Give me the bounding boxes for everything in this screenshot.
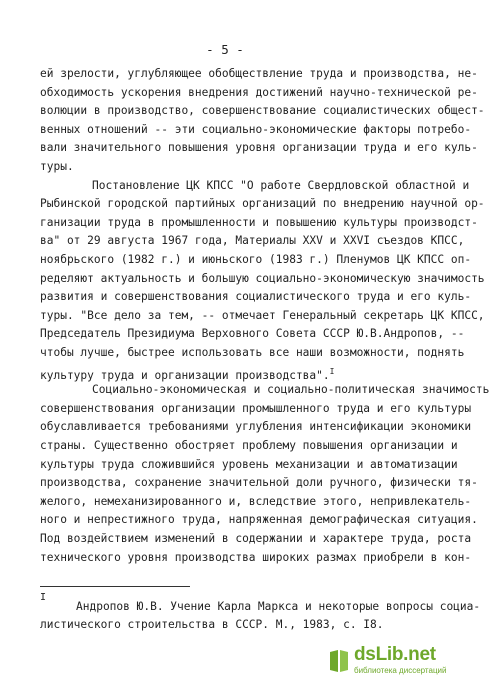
text-line: культуру труда и организации производства".$^I$	[40, 366, 335, 382]
text-line: страны. Существенно обостряет проблему повышения организации и	[40, 439, 458, 452]
footnote-marker: I	[40, 592, 47, 603]
text-line: обуславливается требованиями углубления интенсификации экономики	[40, 420, 472, 434]
watermark-logo[interactable]	[328, 644, 447, 678]
text-line: Социально-экономическая и социально-политическая значимость	[92, 383, 489, 397]
text-line: Постановление ЦК КПСС "О работе Свердловской областной и	[92, 178, 470, 192]
text-line: волюции в производство, совершенствование социалистических общест-	[40, 104, 485, 118]
text-line: производства, сохранение значительной доли ручного, физически тя-	[40, 476, 478, 490]
text-line: ного и непрестижного труда, напряженная демографическая ситуация.	[40, 513, 478, 527]
footnote-line: листического строительства в СССР. М., 1983, с. I8.	[40, 618, 384, 631]
text-line: туры. "Все дело за тем, -- отмечает Генеральный секретарь ЦК КПСС,	[40, 308, 485, 322]
text-line: ей зрелости, углубляющее обобществление труда и производства, не-	[40, 67, 478, 80]
page-number: - 5 -	[206, 42, 244, 57]
text-line: ноябрьского (1982 г.) и июньского (1983 г.) Пленумов ЦК КПСС оп-	[40, 253, 472, 266]
text-line: ганизации труда в промышленности и повышению культуры производст-	[40, 215, 478, 229]
footnote-divider	[40, 586, 190, 587]
text-line: обходимость ускорения внедрения достижений научно-технической ре-	[40, 85, 478, 99]
text-line: совершенствования организации промышленного труда и его культуры	[40, 401, 472, 415]
text-line: развития и совершенствования социалистического труда и его куль-	[40, 290, 472, 304]
text-line: Председатель Президиума Верховного Совета СССР Ю.В.Андропов, --	[40, 327, 465, 341]
watermark-brand: dsLib.net	[354, 644, 436, 665]
text-line: ределяют актуальность и большую социально-экономическую значимость	[40, 271, 485, 285]
text-line: чтобы лучше, быстрее использовать все наши возможности, поднять	[40, 346, 465, 359]
footnote-reference: I	[329, 366, 335, 376]
text-line: вали значительного повышения уровня организации труда и его куль-	[40, 141, 478, 155]
text-line: желого, немеханизированного и, вследствие этого, непривлекатель-	[40, 494, 472, 508]
text-line: культуры труда сложившийся уровень механизации и автоматизации	[40, 457, 458, 471]
text-line: технического уровня производства широких размах приобрели в кон-	[40, 550, 472, 564]
text-line: Рыбинской городской партийных организаций по внедрению научной ор-	[40, 197, 485, 211]
text-line: Под воздействием изменений в содержании и характере труда, роста	[40, 532, 472, 545]
watermark-tagline: библиотека диссертаций	[354, 666, 447, 675]
book-icon	[328, 648, 350, 674]
footnote-line: Андропов Ю.В. Учение Карла Маркса и некоторые вопросы социа-	[76, 600, 481, 613]
text-line: туры.	[40, 160, 74, 173]
text-line: ва" от 29 августа 1967 года, Материалы XXV и XXVI съездов КПСС,	[40, 234, 465, 248]
text-line: венных отношений -- эти социально-экономические факторы потребо-	[40, 122, 472, 136]
